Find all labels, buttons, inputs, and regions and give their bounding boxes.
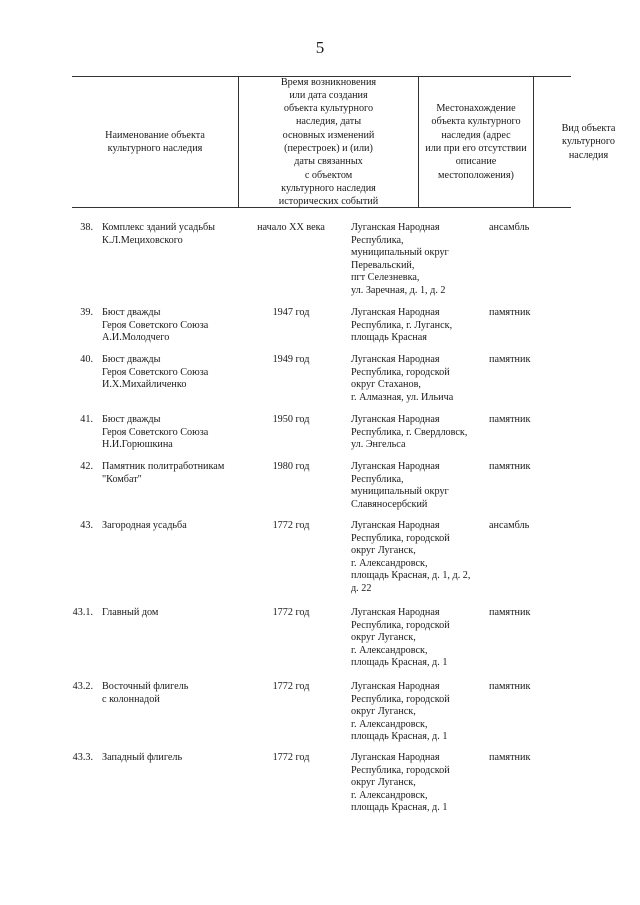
row-number: 40. <box>80 354 93 365</box>
row-date: 1772 год <box>272 681 310 692</box>
row-type: ансамбль <box>489 222 530 233</box>
row-location: Луганская Народная Республика, муниципальный округ Перевальский, пгт Селезневка, ул. Заречная, д. 1, д. 2 <box>351 222 449 296</box>
row-location: Луганская Народная Республика, городской округ Луганск, г. Александровск, площадь Красная, д. 1, д. 2, д. 22 <box>351 520 471 594</box>
row-type: памятник <box>489 461 531 472</box>
row-name: Комплекс зданий усадьбы К.Л.Мециховского <box>102 222 216 246</box>
page-number: 5 <box>315 38 325 57</box>
row-date: начало XX века <box>257 222 325 233</box>
row-location: Луганская Народная Республика, г. Свердловск, ул. Энгельса <box>351 414 468 450</box>
row-number: 38. <box>80 222 93 233</box>
row-number: 43. <box>80 520 93 531</box>
row-number: 43.3. <box>72 752 93 763</box>
row-name: Загородная усадьба <box>102 520 187 531</box>
row-type: памятник <box>489 414 531 425</box>
row-location: Луганская Народная Республика, городской округ Луганск, г. Александровск, площадь Красная, д. 1 <box>351 681 450 742</box>
row-type: памятник <box>489 607 531 618</box>
row-date: 1772 год <box>272 607 310 618</box>
row-type: ансамбль <box>489 520 530 531</box>
row-date: 1772 год <box>272 520 310 531</box>
row-name: Западный флигель <box>102 752 183 763</box>
row-date: 1949 год <box>272 354 310 365</box>
row-date: 1947 год <box>272 307 310 318</box>
header-location: Местонахождение объекта культурного наследия (адрес или при его отсутствии описание местоположения) <box>418 77 533 207</box>
header-name: Наименование объекта культурного наследия <box>105 129 205 154</box>
row-number: 43.2. <box>72 681 93 692</box>
header-type: Вид объекта культурного наследия <box>533 77 640 207</box>
row-location: Луганская Народная Республика, городской округ Луганск, г. Александровск, площадь Красная, д. 1 <box>351 752 450 813</box>
row-name: Бюст дважды Героя Советского Союза Н.И.Горюшкина <box>102 414 209 450</box>
row-name: Бюст дважды Героя Советского Союза И.Х.Михайличенко <box>102 354 209 390</box>
row-type: памятник <box>489 354 531 365</box>
row-location: Луганская Народная Республика, городской округ Луганск, г. Александровск, площадь Красная, д. 1 <box>351 607 450 668</box>
header-date: Время возникновения или дата создания объекта культурного наследия, даты основных изменений (перестроек) и (или) даты связанных с объектом культурного наследия исторических событий <box>238 77 418 207</box>
row-type: памятник <box>489 681 531 692</box>
row-name: Бюст дважды Героя Советского Союза А.И.Молодчего <box>102 307 209 343</box>
row-name: Памятник политработникам "Комбат" <box>102 461 225 485</box>
row-number: 42. <box>80 461 93 472</box>
row-location: Луганская Народная Республика, муниципальный округ Славяносербский <box>351 461 449 510</box>
row-name: Восточный флигель с колоннадой <box>102 681 189 705</box>
row-name: Главный дом <box>102 607 159 618</box>
row-location: Луганская Народная Республика, городской округ Стаханов, г. Алмазная, ул. Ильича <box>351 354 454 403</box>
row-type: памятник <box>489 307 531 318</box>
row-location: Луганская Народная Республика, г. Луганск, площадь Красная <box>351 307 453 343</box>
row-type: памятник <box>489 752 531 763</box>
row-date: 1950 год <box>272 414 310 425</box>
row-date: 1772 год <box>272 752 310 763</box>
table-header <box>72 76 616 208</box>
row-number: 41. <box>80 414 93 425</box>
row-number: 39. <box>80 307 93 318</box>
row-number: 43.1. <box>72 607 93 618</box>
row-date: 1980 год <box>272 461 310 472</box>
